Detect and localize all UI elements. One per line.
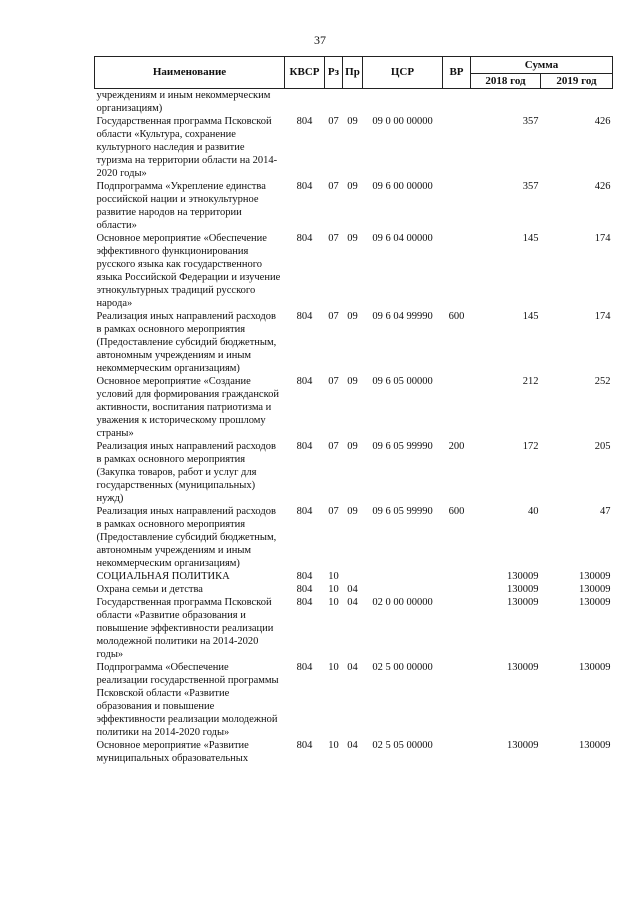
header-year-2019: 2019 год	[541, 74, 613, 89]
table-row	[95, 583, 613, 596]
cell-2019: 174	[594, 233, 611, 244]
cell-pr: 09	[347, 116, 358, 127]
cell-csr: 02 0 00 00000	[372, 597, 433, 608]
cell-csr	[363, 570, 443, 583]
table-row	[95, 596, 613, 661]
cell-rz: 10	[328, 571, 339, 582]
cell-pr: 09	[347, 233, 358, 244]
cell-kvsr: 804	[296, 740, 313, 751]
cell-rz: 07	[328, 311, 339, 322]
cell-2018: 357	[522, 181, 539, 192]
cell-rz: 07	[328, 441, 339, 452]
cell-name: Основное мероприятие «Обеспечение эффективного функционирования русского языка как государственного языка Российской Федерации и изучение этнокультурных традиций русского народа»	[96, 233, 281, 309]
cell-2019: 205	[594, 441, 611, 452]
cell-vr	[443, 661, 471, 739]
cell-name: Охрана семьи и детства	[96, 584, 203, 595]
cell-kvsr: 804	[296, 571, 313, 582]
header-year-2018: 2018 год	[471, 74, 541, 89]
cell-rz: 07	[328, 506, 339, 517]
cell-vr	[443, 180, 471, 232]
budget-table	[94, 56, 613, 765]
cell-pr: 04	[347, 584, 358, 595]
cell-2018: 130009	[507, 597, 539, 608]
cell-name: Подпрограмма «Укрепление единства российской нации и этнокультурное развитие народов на территории области»	[96, 181, 266, 231]
cell-name: Основное мероприятие «Развитие муниципальных образовательных	[96, 740, 249, 764]
cell-kvsr: 804	[296, 584, 313, 595]
cell-2019: 130009	[579, 584, 611, 595]
cell-rz: 07	[328, 233, 339, 244]
cell-2019: 47	[600, 506, 611, 517]
cell-rz: 07	[328, 181, 339, 192]
cell-kvsr: 804	[296, 662, 313, 673]
cell-kvsr: 804	[296, 181, 313, 192]
cell-2018: 130009	[507, 584, 539, 595]
cell-csr	[363, 583, 443, 596]
cell-rz: 07	[328, 376, 339, 387]
cell-2019: 174	[594, 311, 611, 322]
cell-2019: 130009	[579, 740, 611, 751]
table-row	[95, 180, 613, 232]
table-header	[95, 57, 613, 89]
cell-name: Реализация иных направлений расходов в рамках основного мероприятия (Предоставление субсидий бюджетным, автономным учреждениям и иным некоммерческим организациям)	[96, 506, 277, 569]
cell-kvsr: 804	[296, 311, 313, 322]
table-row	[95, 232, 613, 310]
cell-pr: 09	[347, 441, 358, 452]
cell-csr: 09 6 04 99990	[372, 311, 433, 322]
cell-vr	[443, 232, 471, 310]
header-vr: ВР	[443, 57, 471, 89]
table-row	[95, 375, 613, 440]
table-row	[95, 505, 613, 570]
cell-2019	[541, 89, 613, 116]
header-name: Наименование	[95, 57, 285, 89]
cell-name: Государственная программа Псковской области «Развитие образования и повышение эффективности реализации молодежной политики на 2014-2020 годы»	[96, 597, 274, 660]
cell-vr	[443, 739, 471, 765]
cell-pr: 09	[347, 181, 358, 192]
header-pr: Пр	[343, 57, 363, 89]
cell-vr: 600	[448, 311, 465, 322]
cell-kvsr: 804	[296, 441, 313, 452]
cell-kvsr	[285, 89, 325, 116]
table-body	[95, 89, 613, 766]
cell-vr	[443, 583, 471, 596]
header-kvsr: КВСР	[285, 57, 325, 89]
table-row	[95, 661, 613, 739]
cell-csr: 09 6 05 00000	[372, 376, 433, 387]
table-row	[95, 440, 613, 505]
header-rz: Рз	[325, 57, 343, 89]
cell-csr: 09 6 00 00000	[372, 181, 433, 192]
cell-2019: 426	[594, 181, 611, 192]
cell-csr: 09 6 05 99990	[372, 506, 433, 517]
cell-2019: 130009	[579, 662, 611, 673]
cell-kvsr: 804	[296, 233, 313, 244]
cell-2018: 145	[522, 233, 539, 244]
cell-2018: 357	[522, 116, 539, 127]
cell-name: Основное мероприятие «Создание условий для формирования гражданской активности, воспитания патриотизма и уважения к историческому прошлому страны»	[96, 376, 280, 439]
cell-2018: 130009	[507, 662, 539, 673]
cell-pr: 04	[347, 740, 358, 751]
cell-2018: 145	[522, 311, 539, 322]
cell-vr: 600	[448, 506, 465, 517]
cell-pr: 09	[347, 376, 358, 387]
cell-2019: 426	[594, 116, 611, 127]
cell-vr	[443, 375, 471, 440]
cell-name: Реализация иных направлений расходов в рамках основного мероприятия (Предоставление субсидий бюджетным, автономным учреждениям и иным некоммерческим организациям)	[96, 311, 277, 374]
cell-2019: 130009	[579, 571, 611, 582]
cell-rz: 07	[328, 116, 339, 127]
cell-pr: 04	[347, 662, 358, 673]
cell-vr: 200	[448, 441, 465, 452]
cell-rz: 10	[328, 584, 339, 595]
cell-pr	[343, 570, 363, 583]
cell-csr: 02 5 00 00000	[372, 662, 433, 673]
cell-kvsr: 804	[296, 376, 313, 387]
cell-name: СОЦИАЛЬНАЯ ПОЛИТИКА	[96, 571, 230, 582]
table-row	[95, 310, 613, 375]
cell-2019: 130009	[579, 597, 611, 608]
cell-name: учреждениям и иным некоммерческим организациям)	[96, 90, 271, 114]
table-row	[95, 115, 613, 180]
cell-csr: 09 6 05 99990	[372, 441, 433, 452]
cell-name: Реализация иных направлений расходов в рамках основного мероприятия (Закупка товаров, работ и услуг для государственных (муниципальных) нужд)	[96, 441, 276, 504]
cell-2018	[471, 89, 541, 116]
cell-pr: 04	[347, 597, 358, 608]
cell-vr	[443, 115, 471, 180]
cell-vr	[443, 570, 471, 583]
cell-2018: 40	[528, 506, 539, 517]
table-row	[95, 570, 613, 583]
cell-rz: 10	[328, 740, 339, 751]
cell-pr: 09	[347, 506, 358, 517]
cell-csr: 09 0 00 00000	[372, 116, 433, 127]
cell-kvsr: 804	[296, 506, 313, 517]
cell-2019: 252	[594, 376, 611, 387]
cell-csr: 09 6 04 00000	[372, 233, 433, 244]
header-csr: ЦСР	[363, 57, 443, 89]
cell-2018: 130009	[507, 740, 539, 751]
cell-rz	[325, 89, 343, 116]
cell-pr	[343, 89, 363, 116]
cell-rz: 10	[328, 662, 339, 673]
cell-csr	[363, 89, 443, 116]
cell-vr	[443, 596, 471, 661]
cell-kvsr: 804	[296, 597, 313, 608]
cell-rz: 10	[328, 597, 339, 608]
table-row	[95, 739, 613, 765]
cell-vr	[443, 89, 471, 116]
cell-name: Государственная программа Псковской области «Культура, сохранение культурного наследия и развитие туризма на территории области на 2014-2020 годы»	[96, 116, 278, 179]
cell-pr: 09	[347, 311, 358, 322]
cell-2018: 212	[522, 376, 539, 387]
header-sum: Сумма	[471, 57, 613, 74]
page-number: 37	[314, 33, 326, 47]
cell-kvsr: 804	[296, 116, 313, 127]
cell-2018: 130009	[507, 571, 539, 582]
cell-name: Подпрограмма «Обеспечение реализации государственной программы Псковской области «Развитие образования и повышение эффективности реализации молодежной политики на 2014-2020 годы»	[96, 662, 279, 738]
cell-2018: 172	[522, 441, 539, 452]
cell-csr: 02 5 05 00000	[372, 740, 433, 751]
table-row	[95, 89, 613, 116]
